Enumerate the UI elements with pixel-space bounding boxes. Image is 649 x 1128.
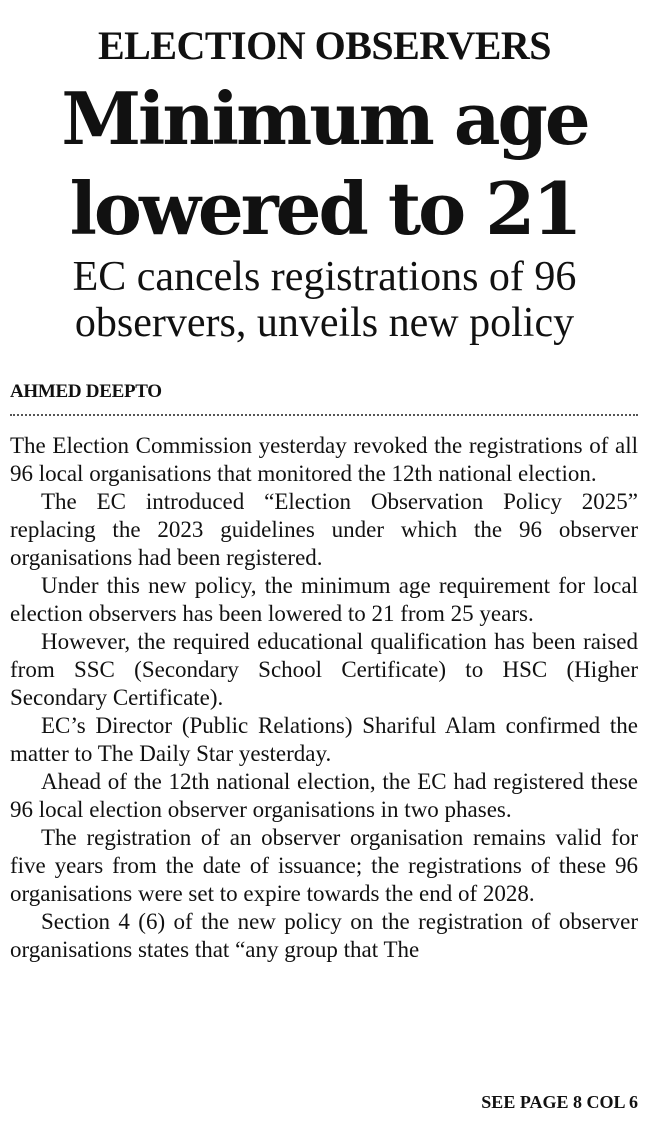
- article-body: [10, 432, 638, 964]
- headline-line: Minimum age: [61, 76, 588, 161]
- body-paragraph: The EC introduced “Election Observation Policy 2025” replacing the 2023 guidelines under which the 96 observer organisations had been registered.: [10, 489, 638, 570]
- headline-line: lowered to 21: [69, 166, 580, 251]
- article-headline: [0, 74, 649, 254]
- body-paragraph: However, the required educational qualification has been raised from SSC (Secondary School Certificate) to HSC (Higher Secondary Certificate).: [10, 629, 638, 710]
- article-subheadline: [0, 254, 649, 346]
- subheadline-line: EC cancels registrations of 96: [72, 254, 577, 300]
- body-paragraph: The registration of an observer organisation remains valid for five years from the date of issuance; the registrations of these 96 organisations were set to expire towards the end of 2028.: [10, 825, 638, 906]
- body-paragraph: Section 4 (6) of the new policy on the registration of observer organisations states that “any group that The: [10, 909, 638, 962]
- body-paragraph: EC’s Director (Public Relations) Shariful Alam confirmed the matter to The Daily Star yesterday.: [10, 713, 638, 766]
- body-paragraph: Under this new policy, the minimum age requirement for local election observers has been lowered to 21 from 25 years.: [10, 573, 638, 626]
- article-kicker: ELECTION OBSERVERS: [97, 23, 552, 68]
- body-paragraph: Ahead of the 12th national election, the EC had registered these 96 local election observer organisations in two phases.: [10, 769, 638, 822]
- subheadline-line: observers, unveils new policy: [74, 300, 575, 346]
- body-paragraph: The Election Commission yesterday revoked the registrations of all 96 local organisations that monitored the 12th national election.: [10, 433, 638, 486]
- continued-on-page: SEE PAGE 8 COL 6: [481, 1092, 638, 1112]
- dotted-divider: [10, 414, 638, 416]
- byline: AHMED DEEPTO: [10, 381, 162, 402]
